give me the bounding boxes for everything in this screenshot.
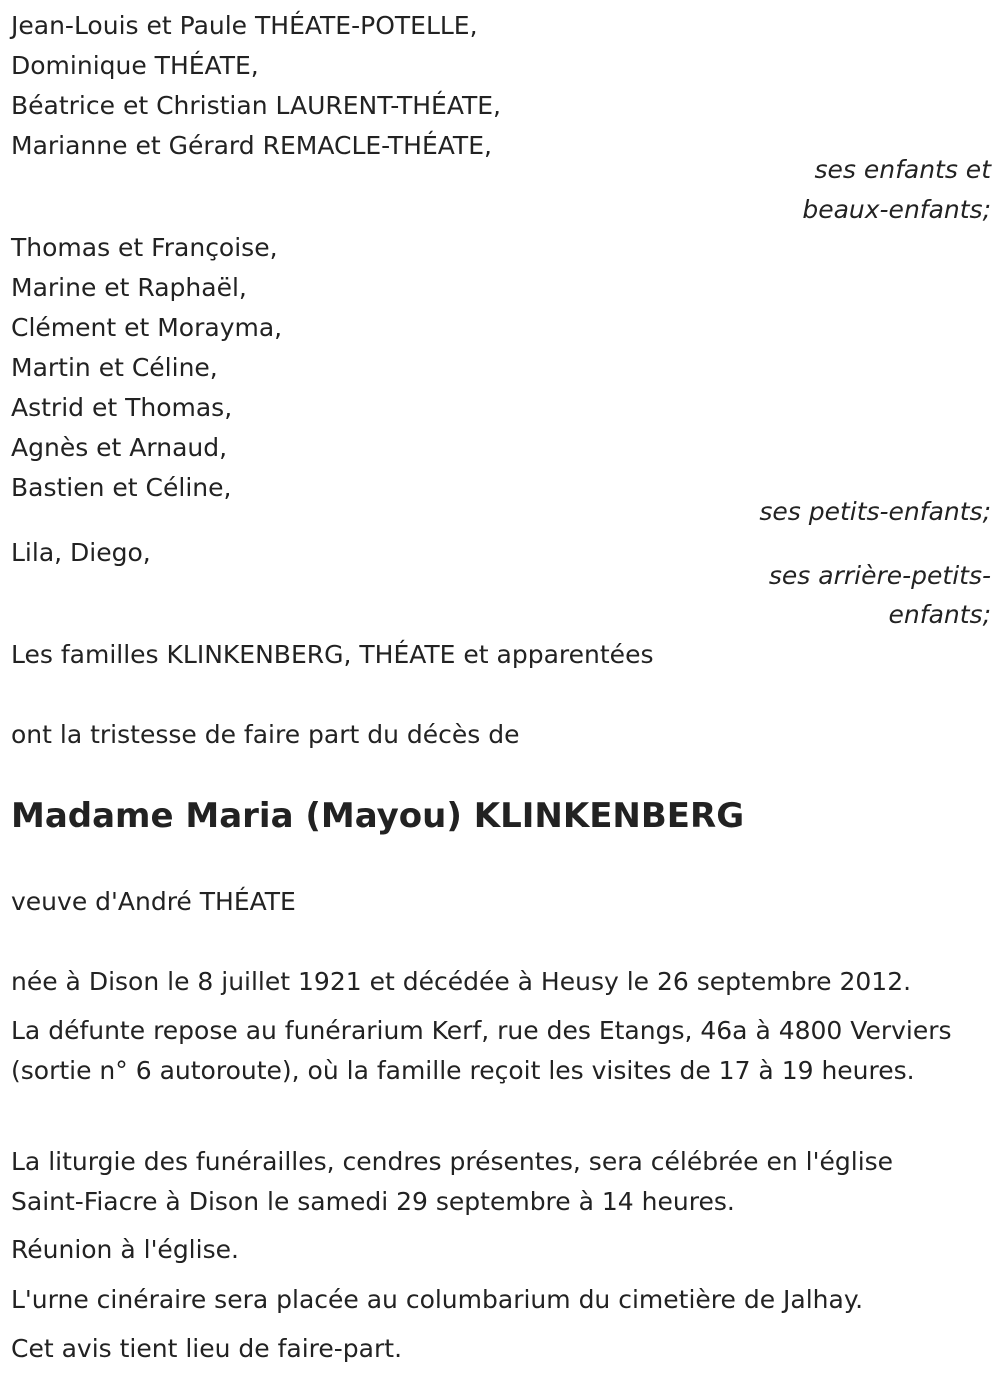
grandchild-entry: Martin et Céline, xyxy=(11,353,218,382)
grandchildren-list xyxy=(11,228,991,508)
grandchildren-role: ses petits-enfants; xyxy=(759,497,991,526)
liturgy-paragraph: La liturgie des funérailles, cendres présentes, sera célébrée en l'église Saint-Fiacre à Dison le samedi 29 septembre à 14 heures. xyxy=(11,1147,894,1216)
children-role-line-2: beaux-enfants; xyxy=(802,195,991,224)
notice-line: Cet avis tient lieu de faire-part. xyxy=(11,1334,403,1363)
meeting-line: Réunion à l'église. xyxy=(11,1235,239,1264)
deceased-name: Madame Maria (Mayou) KLINKENBERG xyxy=(11,796,745,836)
great-grandchildren: Lila, Diego, xyxy=(11,538,151,567)
children-role-line-1: ses enfants et xyxy=(814,155,991,184)
children-list xyxy=(11,6,991,166)
child-entry: Dominique THÉATE, xyxy=(11,51,259,80)
child-entry: Marianne et Gérard REMACLE-THÉATE, xyxy=(11,131,492,160)
grandchild-entry: Astrid et Thomas, xyxy=(11,393,233,422)
great-grandchildren-role-line-1: ses arrière-petits- xyxy=(768,561,991,590)
repose-paragraph: La défunte repose au funérarium Kerf, rue des Etangs, 46a à 4800 Verviers (sortie n° 6 autoroute), où la famille reçoit les visites de 17 à 19 heures. xyxy=(11,1016,952,1085)
grandchild-entry: Agnès et Arnaud, xyxy=(11,433,228,462)
announcement-line: ont la tristesse de faire part du décès de xyxy=(11,720,520,749)
grandchild-entry: Clément et Morayma, xyxy=(11,313,283,342)
widow-of-line: veuve d'André THÉATE xyxy=(11,887,296,916)
grandchild-entry: Thomas et Françoise, xyxy=(11,233,278,262)
urn-line: L'urne cinéraire sera placée au columbarium du cimetière de Jalhay. xyxy=(11,1285,864,1314)
grandchild-entry: Bastien et Céline, xyxy=(11,473,232,502)
child-entry: Jean-Louis et Paule THÉATE-POTELLE, xyxy=(11,11,478,40)
birth-death-line: née à Dison le 8 juillet 1921 et décédée à Heusy le 26 septembre 2012. xyxy=(11,967,912,996)
grandchild-entry: Marine et Raphaël, xyxy=(11,273,247,302)
child-entry: Béatrice et Christian LAURENT-THÉATE, xyxy=(11,91,502,120)
great-grandchildren-role-line-2: enfants; xyxy=(888,600,991,629)
families-line: Les familles KLINKENBERG, THÉATE et apparentées xyxy=(11,640,654,669)
